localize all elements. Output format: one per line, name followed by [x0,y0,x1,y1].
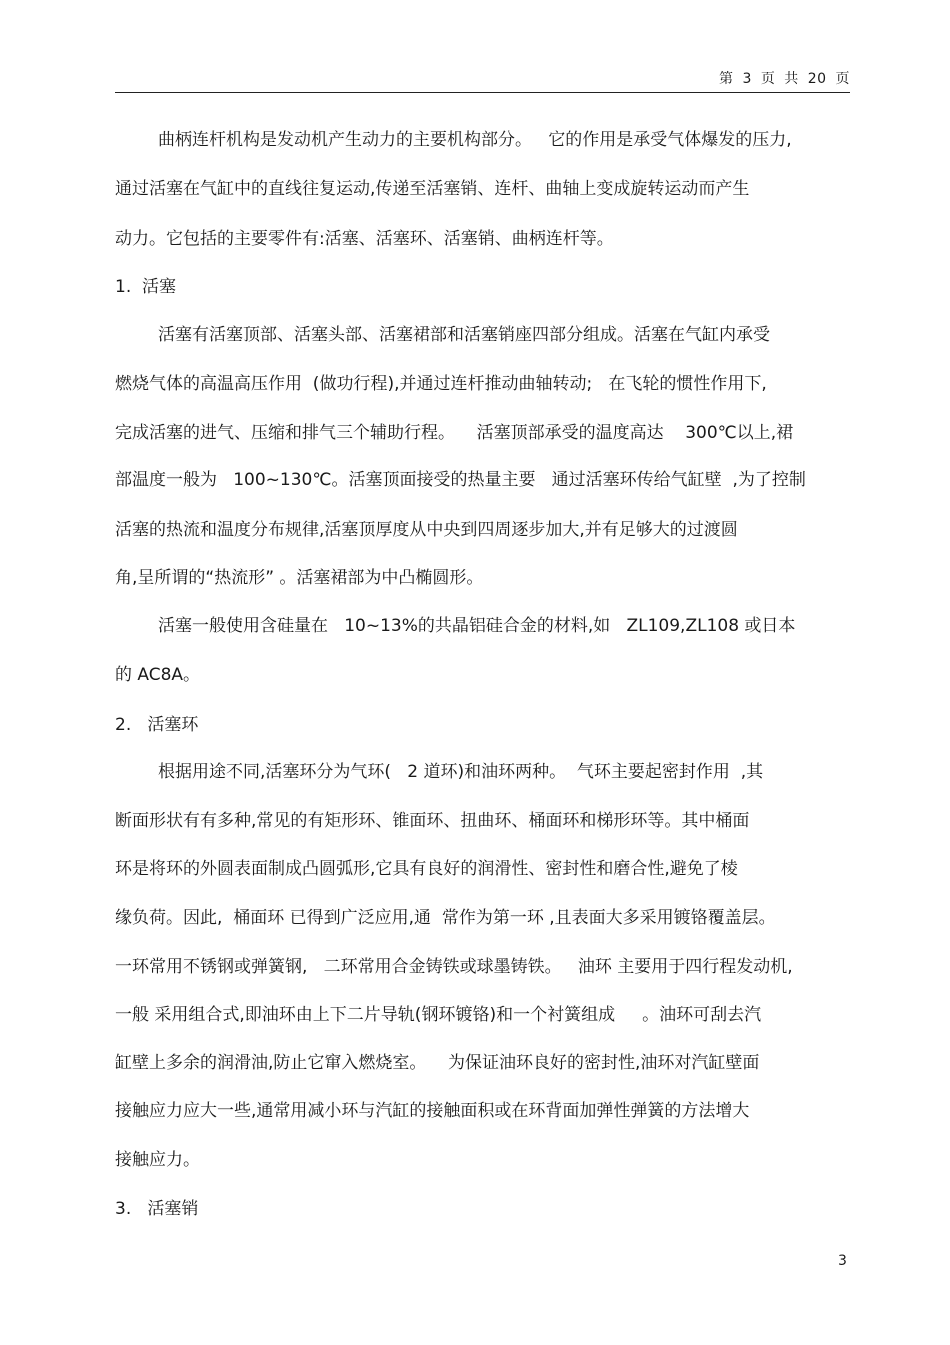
paragraph-ring-line: 缸壁上多余的润滑油,防止它窜入燃烧室。 为保证油环良好的密封性,油环对汽缸壁面 [115,1053,760,1073]
section-heading-piston-ring: 2. 活塞环 [115,715,199,735]
section-heading-piston-pin: 3. 活塞销 [115,1199,199,1219]
paragraph-ring-line: 根据用途不同,活塞环分为气环( 2 道环)和油环两种。 气环主要起密封作用 ,其 [158,762,764,782]
paragraph-material-line: 活塞一般使用含硅量在 10~13%的共晶铝硅合金的材料,如 ZL109,ZL108 或日本 [158,616,796,636]
paragraph-ring-line: 接触应力。 [115,1150,200,1170]
paragraph-intro-line: 动力。它包括的主要零件有:活塞、活塞环、活塞销、曲柄连杆等。 [115,229,614,249]
paragraph-ring-line: 一般 采用组合式,即油环由上下二片导轨(钢环镀铬)和一个衬簧组成 。油环可刮去汽 [115,1005,762,1025]
paragraph-piston-line: 部温度一般为 100~130℃。活塞顶面接受的热量主要 通过活塞环传给气缸壁 ,为了控制 [115,470,806,490]
paragraph-piston-line: 角,呈所谓的“热流形” 。活塞裙部为中凸椭圆形。 [115,568,484,588]
paragraph-ring-line: 环是将环的外圆表面制成凸圆弧形,它具有良好的润滑性、密封性和磨合性,避免了棱 [115,859,738,879]
paragraph-piston-line: 完成活塞的进气、压缩和排气三个辅助行程。 活塞顶部承受的温度高达 300℃以上,裙 [115,423,794,443]
page-header [115,64,850,93]
section-heading-piston: 1. 活塞 [115,277,177,297]
paragraph-piston-line: 活塞的热流和温度分布规律,活塞顶厚度从中央到四周逐步加大,并有足够大的过渡圆 [115,520,738,540]
paragraph-intro-line: 通过活塞在气缸中的直线往复运动,传递至活塞销、连杆、曲轴上变成旋转运动而产生 [115,179,750,199]
paragraph-piston-line: 燃烧气体的高温高压作用 (做功行程),并通过连杆推动曲轴转动; 在飞轮的惯性作用下, [115,374,767,394]
paragraph-ring-line: 断面形状有有多种,常见的有矩形环、锥面环、扭曲环、桶面环和梯形环等。其中桶面 [115,811,750,831]
paragraph-intro-line: 曲柄连杆机构是发动机产生动力的主要机构部分。 它的作用是承受气体爆发的压力, [158,130,792,150]
paragraph-piston-line: 活塞有活塞顶部、活塞头部、活塞裙部和活塞销座四部分组成。活塞在气缸内承受 [158,325,770,345]
paragraph-material-line: 的 AC8A。 [115,665,201,685]
paragraph-ring-line: 缘负荷。因此, 桶面环 已得到广泛应用,通 常作为第一环 ,且表面大多采用镀铬覆盖层。 [115,908,776,928]
paragraph-ring-line: 接触应力应大一些,通常用减小环与汽缸的接触面积或在环背面加弹性弹簧的方法增大 [115,1101,750,1121]
paragraph-ring-line: 一环常用不锈钢或弹簧钢, 二环常用合金铸铁或球墨铸铁。 油环 主要用于四行程发动机, [115,957,793,977]
page-indicator: 第 3 页 共 20 页 [719,71,850,87]
page-number: 3 [838,1253,847,1269]
